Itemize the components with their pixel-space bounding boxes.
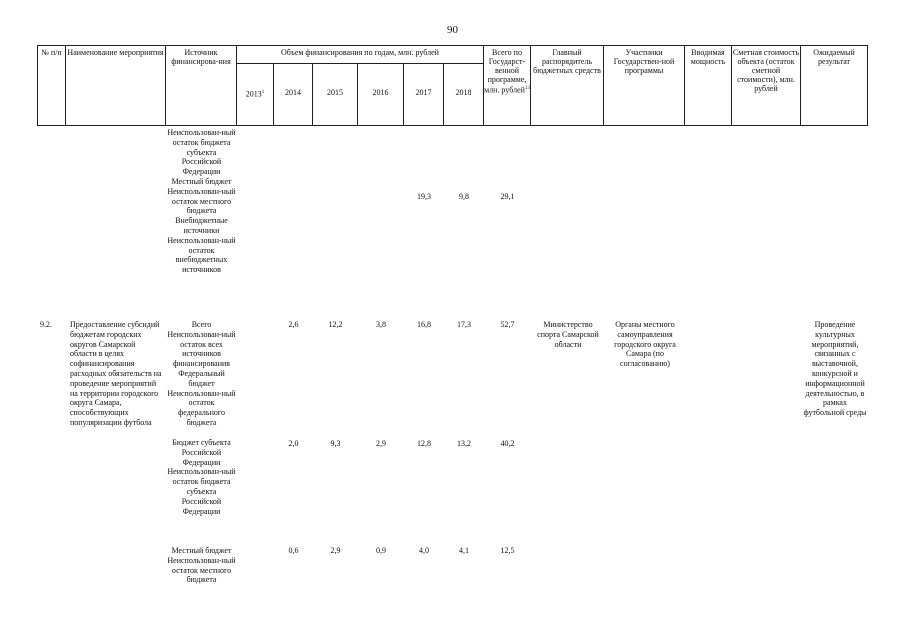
header-capacity: Вводимая мощность [685, 45, 732, 126]
header-num: № п/п [37, 45, 66, 126]
item-number: 9.2. [40, 320, 52, 329]
total-2015: 12,2 [328, 320, 343, 329]
item-name: Предоставление субсидий бюджетам городских округов Самарской области в целях софинансирования расходных обязательств на проведение мероприятий на территории городского округа Самара, способствующих популяризации футбола [70, 320, 162, 427]
item-participants: Органы местного самоуправления городского округа Самара (по согласованию) [614, 320, 676, 369]
header-year-2013 [237, 64, 274, 126]
local-total: 12,5 [500, 546, 515, 555]
regional-2017: 12,8 [417, 439, 431, 448]
total-2017: 16,8 [417, 320, 431, 329]
header-total-label: Всего по Государст-венной программе, млн. рублей [484, 48, 527, 95]
top-local-2017: 19,3 [417, 192, 431, 201]
page-number: 90 [447, 24, 458, 36]
header-estimated-cost: Сметная стоимость объекта (остаток сметной стоимости), млн. рублей [732, 45, 801, 126]
top-local-total: 29,1 [500, 192, 515, 201]
regional-2015: 9,3 [330, 439, 341, 448]
item-source-block-3: Местный бюджет Неиспользован-ный остаток местного бюджета [167, 546, 236, 585]
total-2018: 17,3 [457, 320, 471, 329]
total-2014: 2,6 [288, 320, 299, 329]
regional-2016: 2,9 [376, 439, 386, 448]
header-participants: Участники Государствен-ной программы [604, 45, 685, 126]
header-year-2015: 2015 [313, 64, 358, 126]
header-year-2018: 2018 [444, 64, 484, 126]
header-name: Наименование мероприятия [66, 45, 166, 126]
item-expected-result: Проведение культурных мероприятий, связанных с выставочной, конкурсной и информационной деятельностью, в рамках футбольной среды [803, 320, 867, 418]
header-main-manager: Главный распорядитель бюджетных средств [531, 45, 604, 126]
item-source-block-1: Всего Неиспользован-ный остаток всех источников финансирования Федеральный бюджет Неиспользован-ный остаток федерального бюджета [167, 320, 236, 427]
local-2014: 0,6 [288, 546, 299, 555]
item-main-manager: Министерство спорта Самарской области [537, 320, 599, 349]
local-2016: 0,9 [376, 546, 386, 555]
local-2018: 4,1 [459, 546, 469, 555]
header-year-label: 2013 [245, 89, 262, 99]
header-year-2014: 2014 [274, 64, 313, 126]
regional-total: 40,2 [500, 439, 515, 448]
total-2016: 3,8 [376, 320, 386, 329]
footnote-marker: 13 [524, 86, 530, 91]
header-year-2016: 2016 [358, 64, 404, 126]
header-expected-result: Ожидаемый результат [801, 45, 868, 126]
header-source: Источник финансирова-ния [166, 45, 237, 126]
footnote-marker: 1 [261, 90, 265, 95]
local-2015: 2,9 [330, 546, 341, 555]
item-source-block-2: Бюджет субъекта Российской Федерации Неиспользован-ный остаток бюджета субъекта Российской Федерации [167, 438, 236, 516]
top-local-2018: 9,8 [459, 192, 469, 201]
local-2017: 4,0 [419, 546, 429, 555]
total-total: 52,7 [500, 320, 515, 329]
header-total [484, 45, 531, 126]
regional-2014: 2,0 [288, 439, 299, 448]
header-funding-group: Объем финансирования по годам, млн. рублей [237, 45, 484, 64]
regional-2018: 13,2 [457, 439, 471, 448]
header-year-2017: 2017 [404, 64, 444, 126]
top-source-text: Неиспользован-ный остаток бюджета субъекта Российской Федерации Местный бюджет Неиспользован-ный остаток местного бюджета Внебюджетные источники Неиспользован-ный остаток внебюджетных источников [167, 128, 236, 275]
